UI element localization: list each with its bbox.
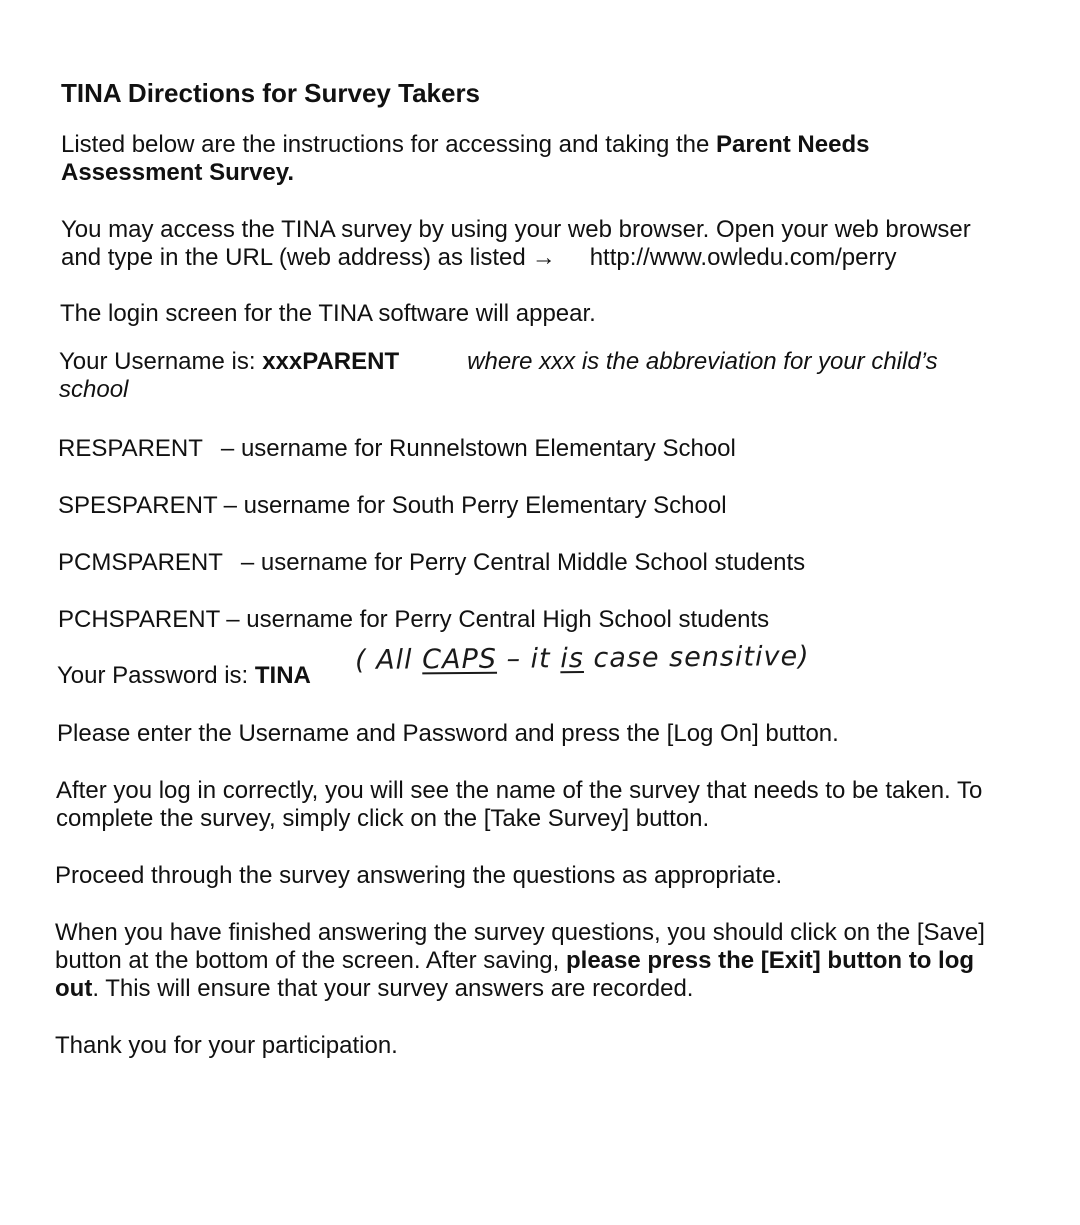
username-code: RESPARENT (58, 435, 203, 462)
username-desc: – username for Perry Central High School students (226, 606, 770, 633)
username-value: xxxPARENT (262, 348, 400, 375)
username-note-2: school (59, 376, 129, 403)
username-row (58, 492, 727, 520)
proceed-text: Proceed through the survey answering the questions as appropriate. (55, 862, 783, 889)
username-desc: – username for Perry Central Middle School students (240, 549, 806, 576)
finish-paragraph (55, 919, 985, 1003)
finish-emphasis: please press the [Exit] button to log (565, 947, 975, 974)
username-code: PCHSPARENT (58, 606, 221, 633)
intro-paragraph (61, 131, 869, 187)
username-row (58, 549, 805, 577)
intro-text: Listed below are the instructions for accessing and taking the (61, 131, 717, 158)
username-paragraph (59, 348, 938, 404)
username-desc: – username for Runnelstown Elementary School (220, 435, 736, 462)
handwritten-note: ( All CAPS – it is case sensitive) (354, 641, 810, 676)
username-note: where xxx is the abbreviation for your child’s (467, 348, 938, 375)
password-label: Your Password is: (57, 662, 255, 689)
survey-url: http://www.owledu.com/perry (589, 244, 897, 271)
finish-line-1: When you have finished answering the survey questions, you should click on the [Save] (55, 919, 985, 946)
username-code: PCMSPARENT (58, 549, 223, 576)
enter-credentials-text: Please enter the Username and Password and press the [Log On] button. (57, 720, 839, 747)
password-value: TINA (254, 662, 311, 689)
after-login-line-2: complete the survey, simply click on the [Take Survey] button. (56, 805, 710, 832)
after-login-line-1: After you log in correctly, you will see the name of the survey that needs to be taken. To (56, 777, 983, 804)
thank-you-text: Thank you for your participation. (55, 1032, 398, 1059)
username-label: Your Username is: (59, 348, 263, 375)
access-line-2: and type in the URL (web address) as listed (61, 244, 526, 271)
document-title: TINA Directions for Survey Takers (61, 78, 481, 108)
after-login-paragraph (56, 777, 982, 833)
finish-emphasis-end: out (55, 975, 93, 1002)
username-code: SPESPARENT (58, 492, 218, 519)
username-row (58, 435, 736, 463)
finish-line-3: . This will ensure that your survey answers are recorded. (92, 975, 694, 1002)
password-line (57, 662, 311, 690)
intro-survey-name-1: Parent Needs (716, 131, 870, 158)
login-screen-text: The login screen for the TINA software will appear. (60, 300, 596, 327)
intro-survey-name-2: Assessment Survey. (61, 159, 295, 186)
access-paragraph (61, 216, 971, 272)
finish-line-2: button at the bottom of the screen. After saving, (55, 947, 566, 974)
username-desc: – username for South Perry Elementary School (223, 492, 727, 519)
arrow-right-icon: → (531, 244, 556, 271)
username-row (58, 606, 769, 634)
access-line-1: You may access the TINA survey by using your web browser. Open your web browser (61, 216, 971, 243)
